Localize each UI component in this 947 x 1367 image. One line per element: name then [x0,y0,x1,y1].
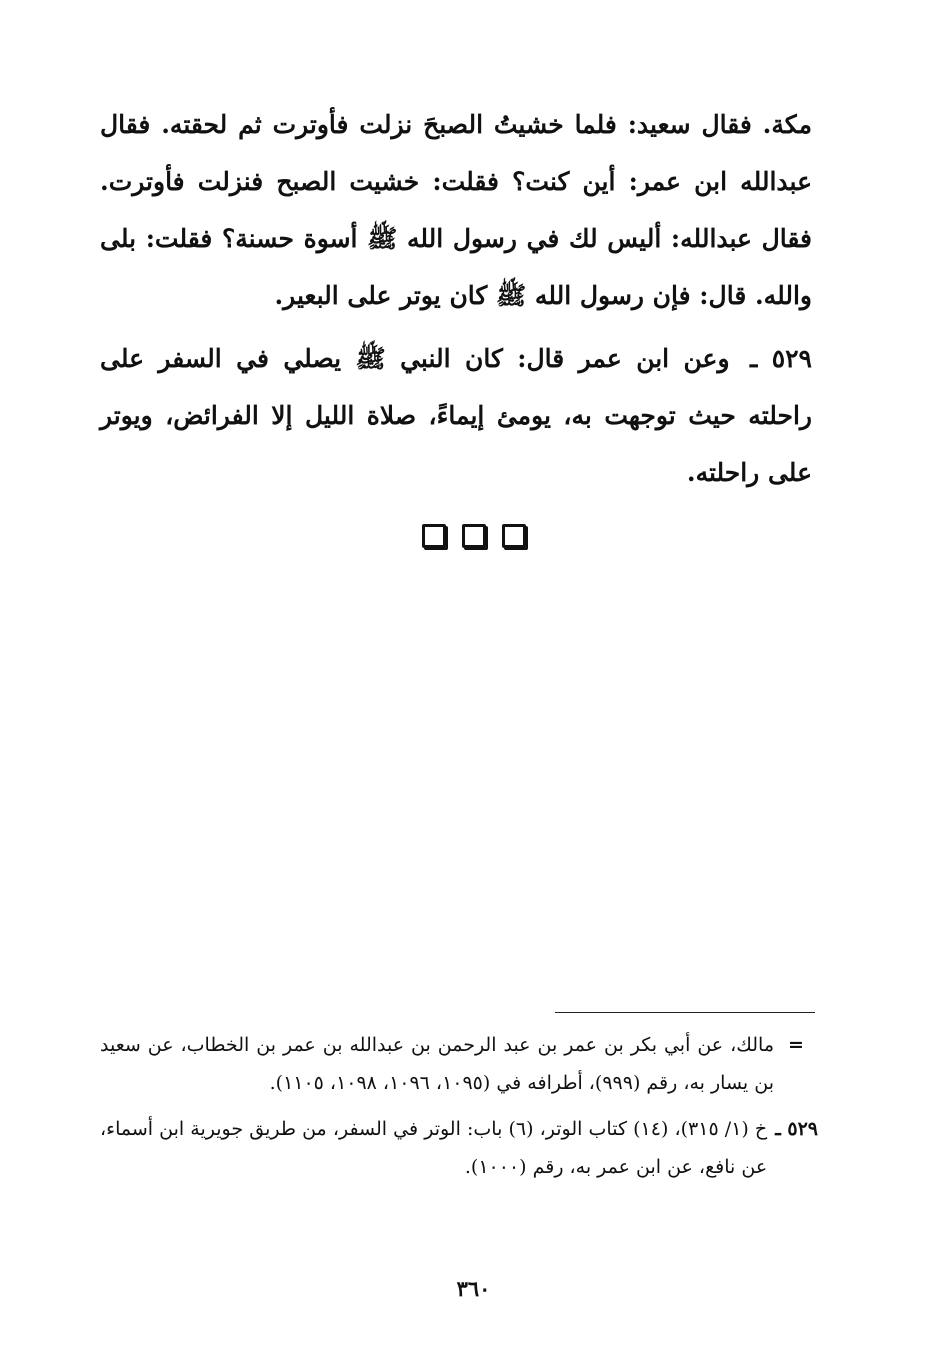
page-number: ٣٦٠ [456,1276,491,1301]
hadith-text: وعن ابن عمر قال: كان النبي ﷺ يصلي في السفر على راحلته حيث توجهت به، يومئ إيماءً، صلاة الليل إلا الفرائض، ويوتر على راحلته. [100,344,812,487]
footnote [100,1026,818,1102]
footnote-marker: = [788,1034,804,1056]
separator-square-icon [502,524,526,548]
footnote-marker: ٥٢٩ ـ [775,1118,818,1140]
footnote [100,1110,818,1186]
section-separator [0,524,947,548]
separator-square-icon [422,524,446,548]
hadith-529 [100,330,812,501]
footnote-text: مالك، عن أبي بكر بن عمر بن عبد الرحمن بن عبدالله بن عمر بن الخطاب، عن سعيد بن يسار به، رقم (٩٩٩)، أطرافه في (١٠٩٥، ١٠٩٦، ١٠٩٨، ١١٠٥). [100,1034,774,1094]
footnote-text: خ (١/ ٣١٥)، (١٤) كتاب الوتر، (٦) باب: الوتر في السفر، من طريق جويرية ابن أسماء، عن نافع، عن ابن عمر به، رقم (١٠٠٠). [100,1118,768,1178]
hadith-number: ٥٢٩ ـ [749,344,812,373]
main-text [100,96,812,501]
separator-square-icon [462,524,486,548]
paragraph: مكة. فقال سعيد: فلما خشيتُ الصبحَ نزلت فأوترت ثم لحقته. فقال عبدالله ابن عمر: أين كنت؟ فقلت: خشيت الصبح فنزلت فأوترت. فقال عبدالله: أليس لك في رسول الله ﷺ أسوة حسنة؟ فقلت: بلى والله. قال: فإن رسول الله ﷺ كان يوتر على البعير. [100,110,812,310]
footnote-divider [555,1012,815,1013]
footnotes [100,1026,818,1186]
